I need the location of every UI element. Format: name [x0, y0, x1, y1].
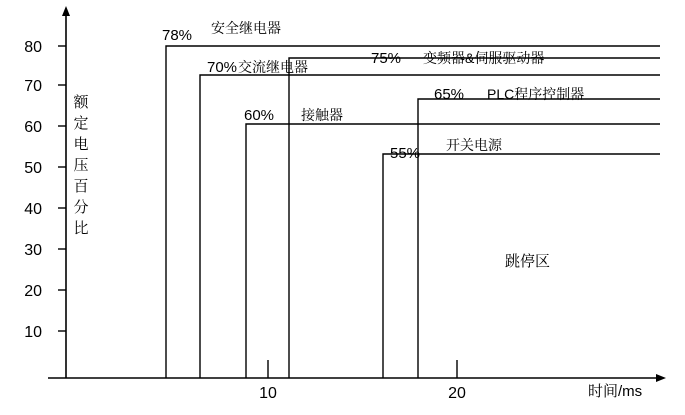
y-axis-title-char-3: 压	[73, 157, 89, 174]
y-tick-label-60: 60	[24, 119, 42, 136]
series-percent-inverter-servo: 75%	[371, 50, 402, 67]
series-step-contactor	[246, 124, 660, 378]
zone-label-trip: 跳停区	[505, 253, 551, 270]
series-label-safety-relay: 安全继电器	[211, 20, 281, 36]
y-axis-title-char-0: 额	[73, 94, 89, 111]
y-tick-label-40: 40	[24, 201, 42, 218]
series-percent-plc: 65%	[434, 86, 465, 103]
series-label-contactor: 接触器	[301, 107, 343, 123]
x-tick-marks	[268, 360, 457, 378]
series-label-plc: PLC程序控制器	[487, 86, 585, 102]
series-percent-switching-power: 55%	[390, 145, 421, 162]
y-axis-title	[70, 92, 92, 239]
x-tick-label-10: 10	[259, 385, 277, 402]
series-percent-contactor: 60%	[244, 107, 275, 124]
x-tick-label-20: 20	[448, 385, 466, 402]
series-label-switching-power: 开关电源	[446, 137, 502, 153]
y-axis-title-char-2: 电	[73, 136, 89, 153]
series-percent-ac-relay: 70%	[207, 59, 238, 76]
x-axis-title: 时间/ms	[588, 383, 643, 400]
y-axis-title-char-5: 分	[73, 199, 89, 216]
y-tick-label-70: 70	[24, 78, 42, 95]
series-step-inverter-servo	[289, 58, 660, 378]
y-tick-label-50: 50	[24, 160, 42, 177]
y-axis-title-char-4: 百	[73, 178, 89, 195]
y-axis-title-char-1: 定	[73, 115, 89, 132]
y-tick-label-30: 30	[24, 242, 42, 259]
series-percent-safety-relay: 78%	[162, 27, 193, 44]
y-axis	[62, 6, 70, 378]
y-tick-marks	[58, 46, 66, 331]
series-label-ac-relay: 交流继电器	[238, 59, 308, 75]
series-label-inverter-servo: 变频器&伺服驱动器	[423, 50, 545, 66]
y-axis-title-char-6: 比	[73, 220, 89, 237]
series-step-safety-relay	[166, 46, 660, 378]
y-tick-label-20: 20	[24, 283, 42, 300]
y-tick-label-10: 10	[24, 324, 42, 341]
x-axis	[48, 374, 666, 382]
y-tick-label-80: 80	[24, 39, 42, 56]
